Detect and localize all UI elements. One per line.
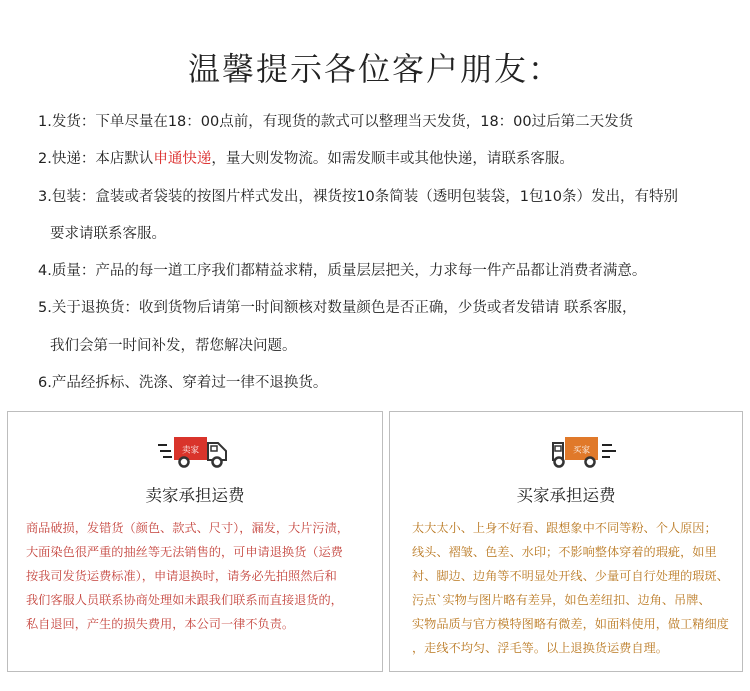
buyer-line: 线头、褶皱、色差、水印；不影响整体穿着的瑕疵，如里 [412,545,717,559]
courier-highlight: 申通快递 [153,151,212,167]
buyer-panel-body [412,516,730,660]
seller-panel-title: 卖家承担运费 [145,486,245,505]
notice-returns-2: 我们会第一时间补发，帮您解决问题。 [50,338,297,354]
seller-line: 按我司发货运费标准），申请退换时，请务必先拍照然后和 [26,569,337,583]
buyer-panel-title: 买家承担运费 [516,486,616,505]
notice-courier-suffix: ，量大则发物流。如需发顺丰或其他快递，请联系客服。 [211,151,574,167]
seller-panel [7,411,383,672]
buyer-line: 衬、脚边、边角等不明显处开线、少量可自行处理的瑕斑、 [412,569,729,583]
seller-line: 商品破损，发错货（颜色、款式、尺寸），漏发，大片污渍， [26,521,349,535]
seller-truck-icon [158,434,230,468]
seller-line: 我们客服人员联系协商处理如未跟我们联系而直接退货的， [26,593,343,607]
notice-courier [38,149,574,169]
notice-quality: 4.质量：产品的每一道工序我们都精益求精，质量层层把关，力求每一件产品都让消费者满意。 [38,263,647,279]
notice-no-return: 6.产品经拆标、洗涤、穿着过一律不退换货。 [38,375,328,391]
notice-packaging-1: 3.包装：盒装或者袋装的按图片样式发出，裸货按10条简装（透明包装袋，1包10条）发出，有特别 [38,189,678,205]
seller-panel-body [26,516,370,636]
notice-returns-1: 5.关于退换货：收到货物后请第一时间额核对数量颜色是否正确，少货或者发错请 联系客服， [38,300,637,316]
buyer-line: 污点`实物与图片略有差异，如色差纽扣、边角、吊牌、 [412,593,711,607]
notice-shipping: 1.发货：下单尽量在18：00点前，有现货的款式可以整理当天发货，18：00过后第二天发货 [38,114,634,130]
buyer-panel [389,411,743,672]
buyer-badge: 买家 [572,445,591,456]
page-title: 温馨提示各位客户朋友： [187,50,562,88]
buyer-line: 实物品质与官方模特图略有微差，如面料使用，做工精细度 [412,617,729,631]
seller-line: 私自退回，产生的损失费用，本公司一律不负责。 [26,617,295,631]
notice-courier-prefix: 2.快递：本店默认 [38,151,154,167]
buyer-line: ，走线不均匀、浮毛等。以上退换货运费自理。 [412,641,668,655]
buyer-truck-icon [550,434,622,468]
notice-packaging-2: 要求请联系客服。 [50,226,166,242]
seller-badge: 卖家 [181,445,200,456]
seller-line: 大面染色很严重的抽丝等无法销售的，可申请退换货（运费 [26,545,343,559]
buyer-line: 太大太小、上身不好看、跟想象中不同等粉、个人原因； [412,521,717,535]
